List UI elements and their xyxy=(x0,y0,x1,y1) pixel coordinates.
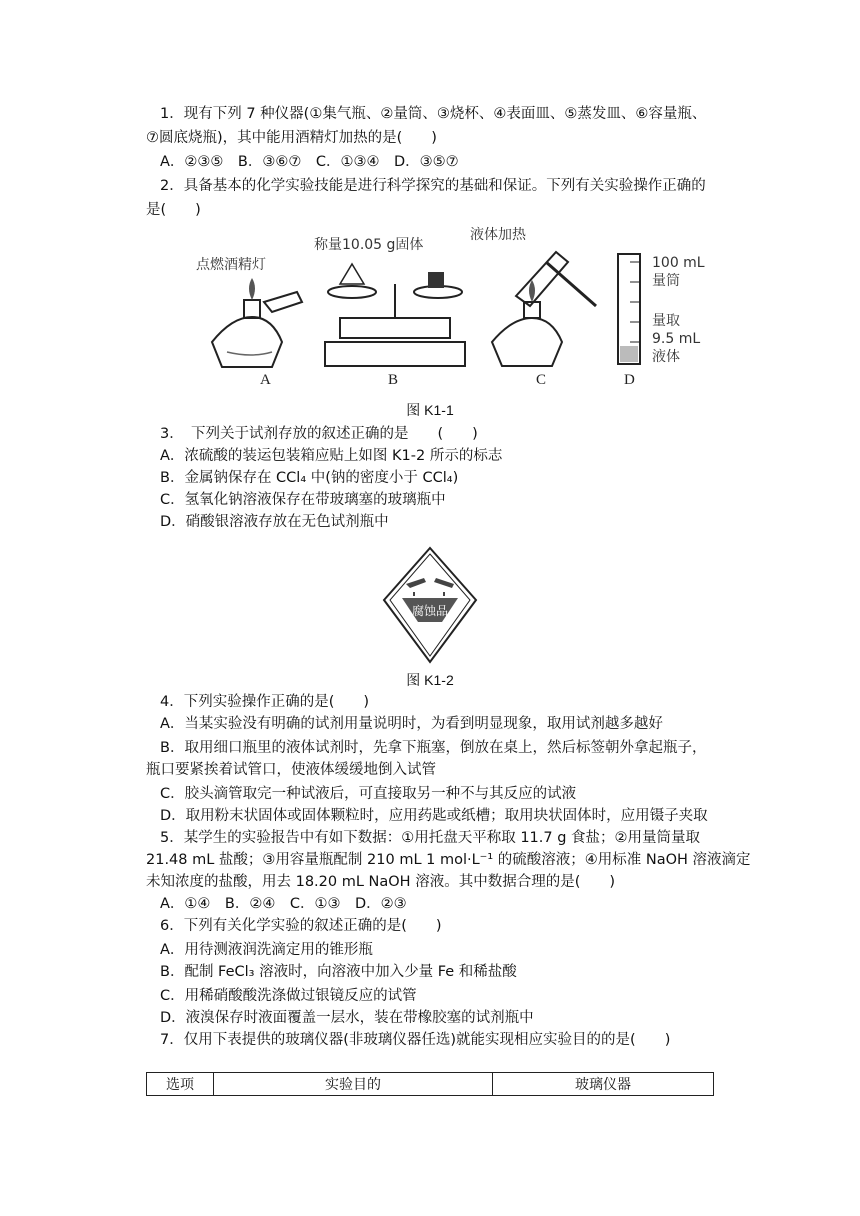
q6-option-c: C．用稀硝酸酸洗涤做过银镜反应的试管 xyxy=(160,988,417,1004)
panel-b-letter: B xyxy=(388,372,399,388)
figure-k1-2-caption: 图 K1-2 xyxy=(406,672,454,688)
q2-line2: 是( ) xyxy=(146,202,201,218)
q3-option-a: A．浓硫酸的装运包装箱应贴上如图 K1-2 所示的标志 xyxy=(160,448,503,464)
q6-option-d: D．液溴保存时液面覆盖一层水，装在带橡胶塞的试剂瓶中 xyxy=(160,1010,534,1026)
table-header-row xyxy=(147,1073,714,1096)
panel-d-text-1: 100 mL xyxy=(652,255,705,271)
figure-k1-1-caption: 图 K1-1 xyxy=(406,402,454,418)
panel-a-alcohol-lamp-illustration xyxy=(202,272,312,372)
q3-option-c: C．氢氧化钠溶液保存在带玻璃塞的玻璃瓶中 xyxy=(160,492,446,508)
q5-line1: 5．某学生的实验报告中有如下数据：①用托盘天平称取 11.7 g 食盐；②用量筒量取 xyxy=(160,830,701,846)
table-header-glassware: 玻璃仪器 xyxy=(493,1073,714,1096)
panel-a-letter: A xyxy=(260,372,271,388)
q4-stem: 4．下列实验操作正确的是( ) xyxy=(160,694,370,710)
panel-d-text-2: 量筒 xyxy=(652,273,680,289)
panel-d-text-3: 量取 xyxy=(652,313,680,329)
panel-d-text-5: 液体 xyxy=(652,349,680,365)
q3-option-d: D．硝酸银溶液存放在无色试剂瓶中 xyxy=(160,514,389,530)
q1-line2: ⑦圆底烧瓶)，其中能用酒精灯加热的是( ) xyxy=(146,130,437,146)
panel-a-text: 点燃酒精灯 xyxy=(196,257,266,273)
q4-option-b-line1: B．取用细口瓶里的液体试剂时，先拿下瓶塞，倒放在桌上，然后标签朝外拿起瓶子， xyxy=(160,740,707,756)
q1-options: A．②③⑤ B．③⑥⑦ C．①③④ D．③⑤⑦ xyxy=(160,154,459,170)
q6-stem: 6．下列有关化学实验的叙述正确的是( ) xyxy=(160,918,442,934)
panel-c-text: 液体加热 xyxy=(470,227,526,243)
q5-line2: 21.48 mL 盐酸；③用容量瓶配制 210 mL 1 mol·L⁻¹ 的硫酸溶液；④用标准 NaOH 溶液滴定 xyxy=(146,852,751,868)
q5-line3: 未知浓度的盐酸，用去 18.20 mL NaOH 溶液。其中数据合理的是( ) xyxy=(146,874,616,890)
q4-option-c: C．胶头滴管取完一种试液后，可直接取另一种不与其反应的试液 xyxy=(160,786,577,802)
figure-k1-2 xyxy=(380,544,480,666)
instrument-table xyxy=(146,1072,714,1096)
corrosive-sign-label: 腐蚀品 xyxy=(411,604,448,618)
panel-b-text: 称量10.05 g固体 xyxy=(314,237,424,253)
q6-option-a: A．用待测液润洗滴定用的锥形瓶 xyxy=(160,942,373,958)
table-header-purpose: 实验目的 xyxy=(214,1073,493,1096)
panel-b-balance-illustration xyxy=(320,254,470,372)
q4-option-d: D．取用粉末状固体或固体颗粒时，应用药匙或纸槽；取用块状固体时，应用镊子夹取 xyxy=(160,808,708,824)
panel-d-text-4: 9.5 mL xyxy=(652,331,701,347)
q3-stem: 3． 下列关于试剂存放的叙述正确的是 ( ) xyxy=(160,426,478,442)
figure-k1-1 xyxy=(180,222,720,394)
panel-c-heating-illustration xyxy=(486,246,616,372)
q4-option-a: A．当某实验没有明确的试剂用量说明时，为看到明显现象，取用试剂越多越好 xyxy=(160,716,663,732)
q2-line1: 2．具备基本的化学实验技能是进行科学探究的基础和保证。下列有关实验操作正确的 xyxy=(160,178,706,194)
q6-option-b: B．配制 FeCl₃ 溶液时，向溶液中加入少量 Fe 和稀盐酸 xyxy=(160,964,517,980)
panel-d-letter: D xyxy=(624,372,635,388)
q7-stem: 7．仅用下表提供的玻璃仪器(非玻璃仪器任选)就能实现相应实验目的的是( ) xyxy=(160,1032,671,1048)
panel-c-letter: C xyxy=(536,372,547,388)
table-header-option: 选项 xyxy=(147,1073,214,1096)
q1-line1: 1．现有下列 7 种仪器(①集气瓶、②量筒、③烧杯、④表面皿、⑤蒸发皿、⑥容量瓶、 xyxy=(160,106,707,122)
q4-option-b-line2: 瓶口要紧挨着试管口，使液体缓缓地倒入试管 xyxy=(146,762,436,778)
q5-options: A．①④ B．②④ C．①③ D．②③ xyxy=(160,896,407,912)
panel-d-graduated-cylinder-illustration xyxy=(612,250,652,370)
q3-option-b: B．金属钠保存在 CCl₄ 中(钠的密度小于 CCl₄) xyxy=(160,470,459,486)
